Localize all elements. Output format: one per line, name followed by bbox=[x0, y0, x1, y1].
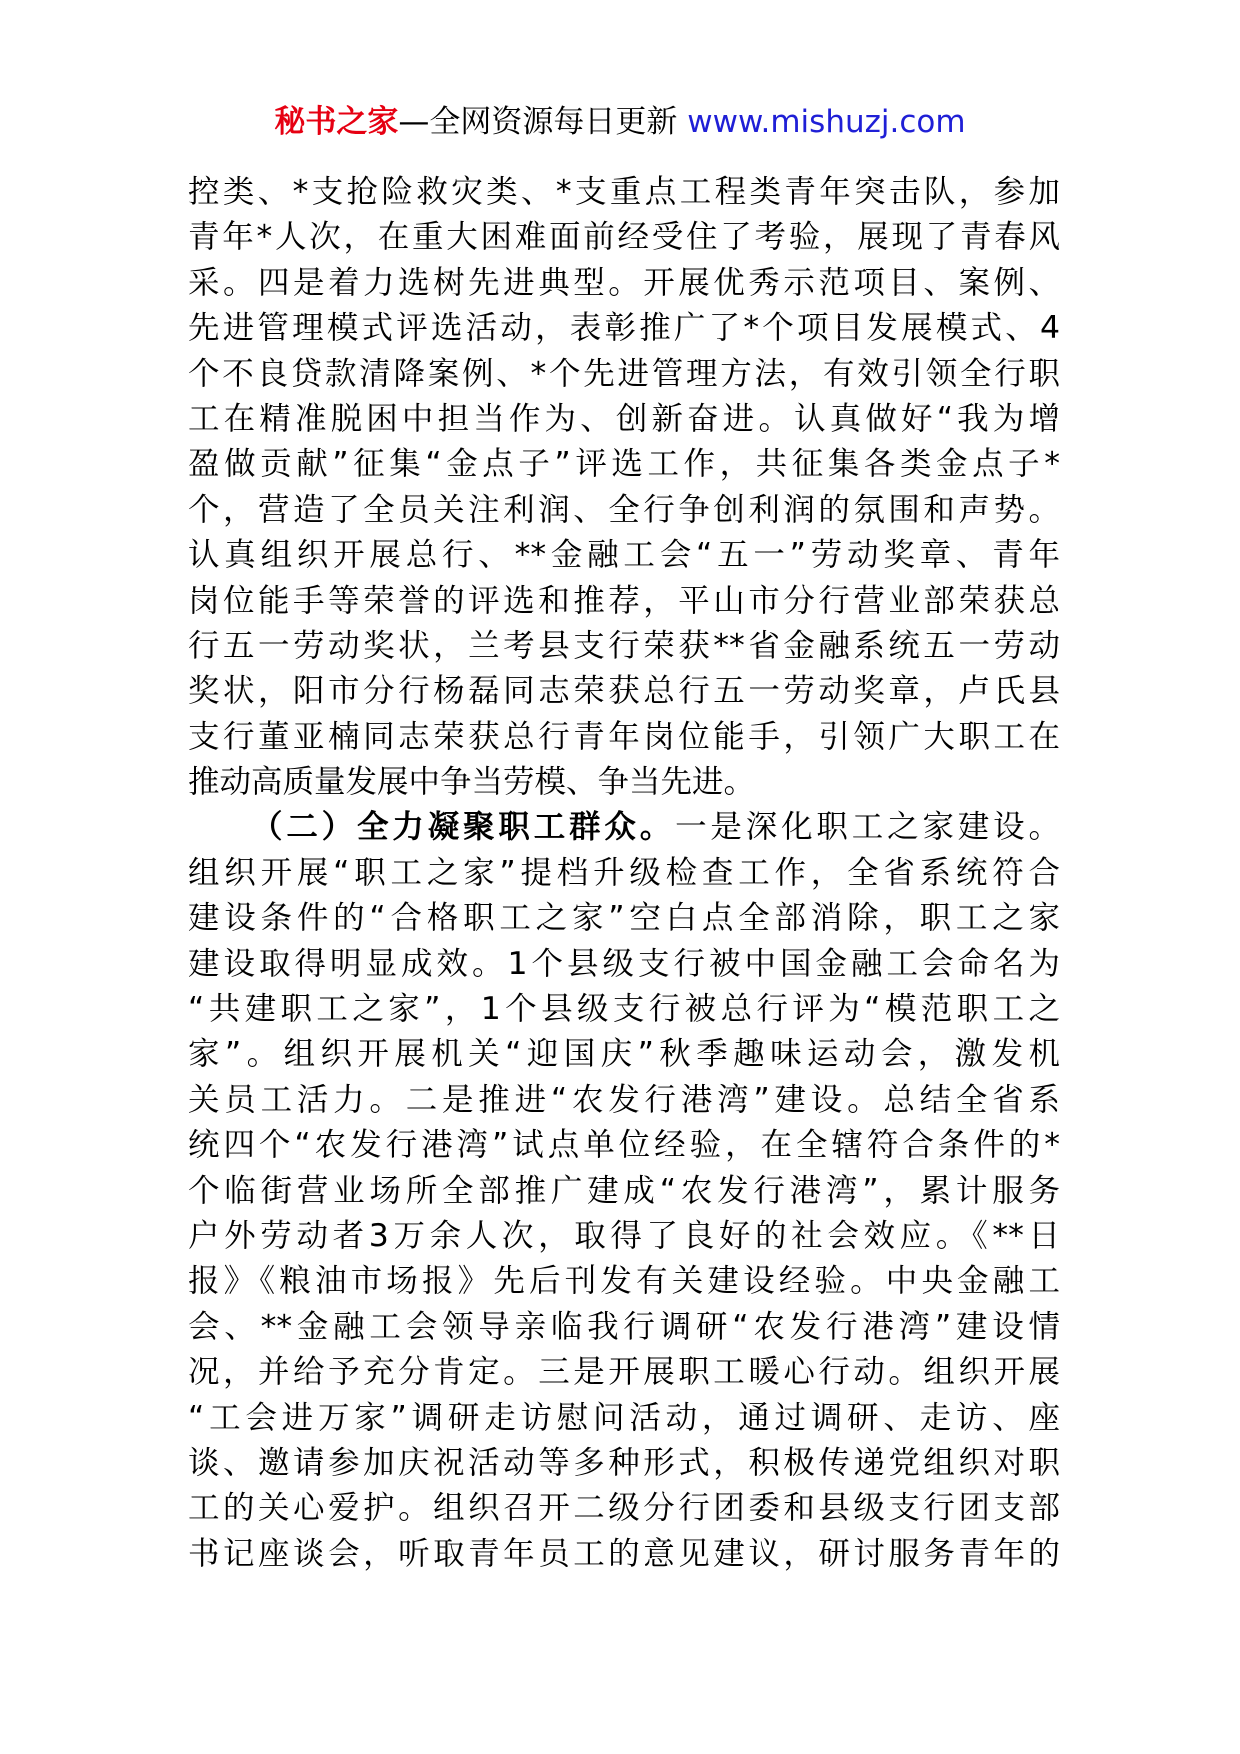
body-line: 报》《粮油市场报》先后刊发有关建设经验。中央金融工 bbox=[188, 1263, 1060, 1300]
body-line: 采。四是着力选树先进典型。开展优秀示范项目、案例、 bbox=[188, 264, 1060, 301]
website-url[interactable]: www.mishuzj.com bbox=[687, 104, 966, 140]
body-line: 建设取得明显成效。1个县级支行被中国金融工会命名为 bbox=[188, 945, 1060, 982]
body-line: 组织开展“职工之家”提档升级检查工作，全省系统符合 bbox=[188, 854, 1060, 891]
body-line: 支行董亚楠同志荣获总行青年岗位能手，引领广大职工在 bbox=[188, 718, 1060, 755]
body-line: 个临街营业场所全部推广建成“农发行港湾”，累计服务 bbox=[188, 1172, 1060, 1209]
body-line: 家”。组织开展机关“迎国庆”秋季趣味运动会，激发机 bbox=[188, 1036, 1060, 1073]
document-body bbox=[188, 170, 1060, 1577]
page-header bbox=[0, 100, 1240, 144]
body-line: 工在精准脱困中担当作为、创新奋进。认真做好“我为增 bbox=[188, 400, 1060, 437]
body-line: 谈、邀请参加庆祝活动等多种形式，积极传递党组织对职 bbox=[188, 1444, 1060, 1481]
header-slogan: —全网资源每日更新 bbox=[398, 104, 688, 140]
body-line: 统四个“农发行港湾”试点单位经验，在全辖符合条件的* bbox=[188, 1127, 1060, 1164]
body-line: 会、**金融工会领导亲临我行调研“农发行港湾”建设情 bbox=[188, 1308, 1060, 1345]
section-first-line-text: 一是深化职工之家建设。 bbox=[675, 809, 1060, 846]
paragraph-continued bbox=[188, 170, 1060, 805]
section-heading: （二）全力凝聚职工群众。 bbox=[251, 809, 676, 846]
body-line: 青年*人次，在重大困难面前经受住了考验，展现了青春风 bbox=[188, 219, 1060, 256]
body-line: 推动高质量发展中争当劳模、争当先进。 bbox=[188, 764, 756, 801]
body-line: 奖状，阳市分行杨磊同志荣获总行五一劳动奖章，卢氏县 bbox=[188, 673, 1060, 710]
brand-name: 秘书之家 bbox=[274, 104, 399, 140]
body-line: “工会进万家”调研走访慰问活动，通过调研、走访、座 bbox=[188, 1399, 1060, 1436]
body-line: “共建职工之家”，1个县级支行被总行评为“模范职工之 bbox=[188, 991, 1060, 1028]
body-line: 认真组织开展总行、**金融工会“五一”劳动奖章、青年 bbox=[188, 537, 1060, 574]
body-line: 书记座谈会，听取青年员工的意见建议，研讨服务青年的 bbox=[188, 1535, 1060, 1572]
body-line: 先进管理模式评选活动，表彰推广了*个项目发展模式、4 bbox=[188, 310, 1060, 347]
body-line: 建设条件的“合格职工之家”空白点全部消除，职工之家 bbox=[188, 900, 1060, 937]
body-line: 岗位能手等荣誉的评选和推荐，平山市分行营业部荣获总 bbox=[188, 582, 1060, 619]
body-line: 盈做贡献”征集“金点子”评选工作，共征集各类金点子* bbox=[188, 446, 1060, 483]
body-line: 况，并给予充分肯定。三是开展职工暖心行动。组织开展 bbox=[188, 1354, 1060, 1391]
body-line: 户外劳动者3万余人次，取得了良好的社会效应。《**日 bbox=[188, 1217, 1060, 1254]
body-line: 工的关心爱护。组织召开二级分行团委和县级支行团支部 bbox=[188, 1490, 1060, 1527]
paragraph-section-two bbox=[188, 805, 1060, 1577]
body-line: 行五一劳动奖状，兰考县支行荣获**省金融系统五一劳动 bbox=[188, 627, 1060, 664]
body-line: 个不良贷款清降案例、*个先进管理方法，有效引领全行职 bbox=[188, 355, 1060, 392]
body-line: 控类、*支抢险救灾类、*支重点工程类青年突击队，参加 bbox=[188, 174, 1060, 210]
body-line: 关员工活力。二是推进“农发行港湾”建设。总结全省系 bbox=[188, 1081, 1060, 1118]
body-line: 个，营造了全员关注利润、全行争创利润的氛围和声势。 bbox=[188, 491, 1060, 528]
section-first-line bbox=[188, 805, 1060, 850]
